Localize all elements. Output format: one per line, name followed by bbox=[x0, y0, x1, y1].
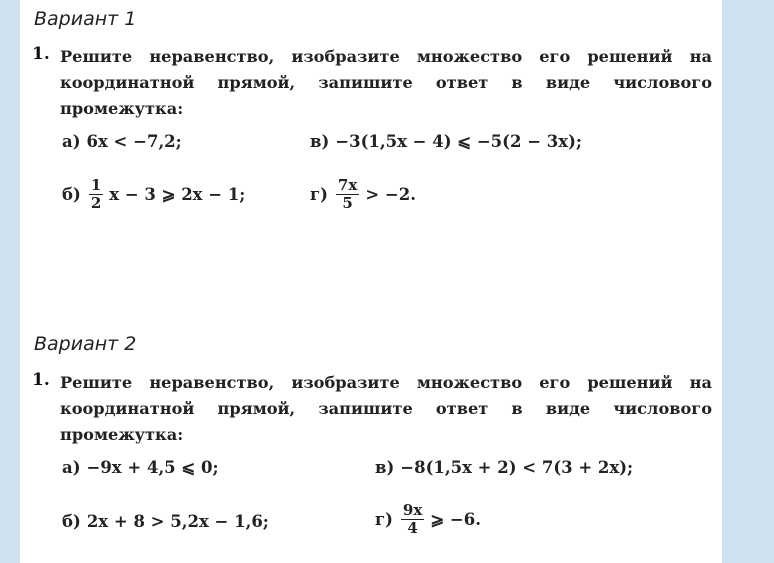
inequality: −9x + 4,5 ⩽ 0; bbox=[86, 458, 219, 477]
v1-item-a bbox=[62, 132, 182, 151]
inequality: 6x < −7,2; bbox=[86, 132, 182, 151]
worksheet-page bbox=[20, 0, 722, 563]
inequality: x − 3 ⩾ 2x − 1; bbox=[109, 185, 246, 204]
item-label: а) bbox=[62, 132, 81, 151]
fraction bbox=[89, 177, 103, 212]
task-number: 1. bbox=[32, 44, 50, 64]
item-label: а) bbox=[62, 458, 81, 477]
inequality: −8(1,5x + 2) < 7(3 + 2x); bbox=[400, 458, 634, 477]
inequality: 2x + 8 > 5,2x − 1,6; bbox=[86, 512, 269, 531]
v2-item-v bbox=[375, 458, 633, 477]
fraction bbox=[401, 502, 424, 537]
variant-2-title: Вариант 2 bbox=[34, 333, 137, 355]
v2-item-a bbox=[62, 458, 219, 477]
item-label: в) bbox=[310, 132, 330, 151]
variant-1-title: Вариант 1 bbox=[34, 8, 137, 30]
inequality: > −2. bbox=[365, 185, 416, 204]
item-label: б) bbox=[62, 185, 81, 204]
item-label: в) bbox=[375, 458, 395, 477]
item-label: г) bbox=[375, 510, 393, 529]
inequality: −3(1,5x − 4) ⩽ −5(2 − 3x); bbox=[335, 132, 582, 151]
fraction-numerator: 7x bbox=[337, 176, 358, 194]
fraction-numerator: 9x bbox=[402, 501, 423, 519]
fraction-numerator: 1 bbox=[90, 176, 102, 194]
v2-item-b bbox=[62, 512, 269, 531]
v1-item-g bbox=[310, 177, 416, 212]
fraction-denominator: 4 bbox=[407, 519, 418, 537]
fraction bbox=[336, 177, 359, 212]
task-instructions: Решите неравенство, изобразите множество его решений на координатной прямой, запишите ответ в виде числового промежутка: bbox=[60, 47, 712, 118]
fraction-denominator: 5 bbox=[342, 194, 353, 212]
task-instructions: Решите неравенство, изобразите множество его решений на координатной прямой, запишите ответ в виде числового промежутка: bbox=[60, 373, 712, 444]
v2-item-g bbox=[375, 502, 481, 537]
fraction-denominator: 2 bbox=[90, 194, 102, 212]
inequality: ⩾ −6. bbox=[430, 510, 481, 529]
task-number: 1. bbox=[32, 370, 50, 390]
v1-item-v bbox=[310, 132, 582, 151]
item-label: г) bbox=[310, 185, 328, 204]
v1-item-b bbox=[62, 177, 245, 212]
item-label: б) bbox=[62, 512, 81, 531]
